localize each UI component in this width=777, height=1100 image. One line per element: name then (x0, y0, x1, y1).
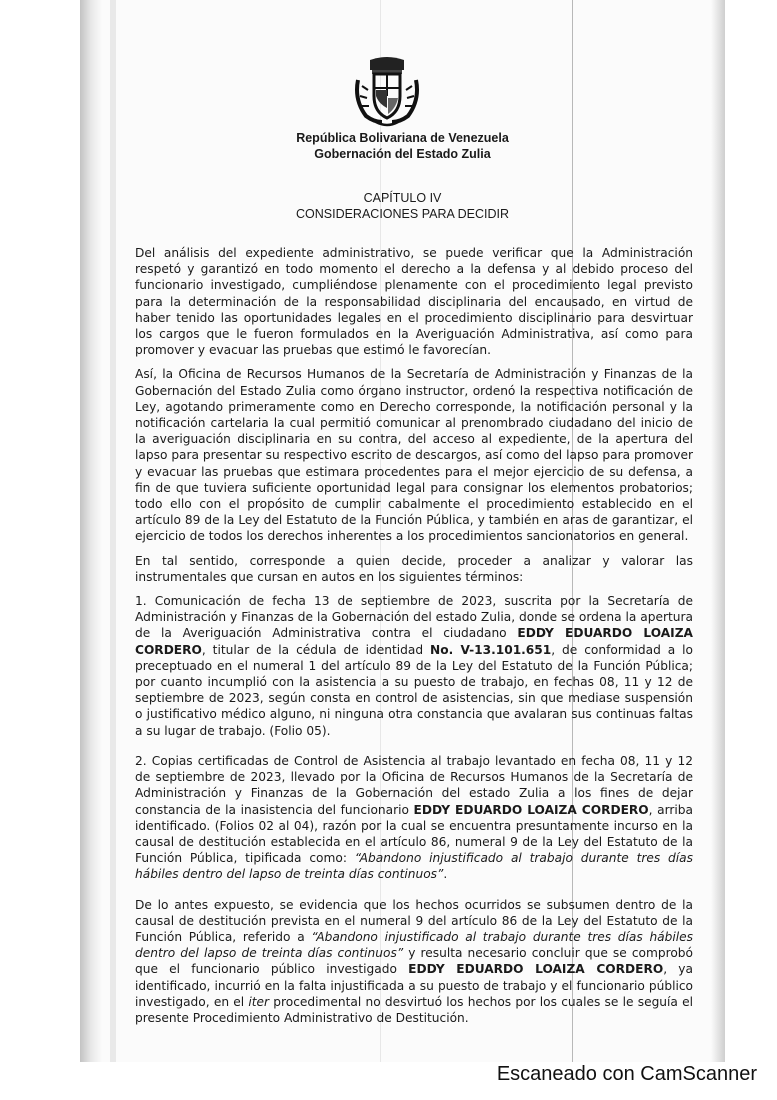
paragraph-6 (135, 897, 693, 1027)
text-run: De lo antes expuesto, se evidencia que los hechos ocurridos se subsumen dentro de la causal de destitución prevista en el numeral 9 del artículo 86 de la Ley del Estatuto de la Función Pública, referido a (135, 897, 693, 944)
coat-of-arms-emblem (352, 56, 422, 128)
text-run: , de conformidad a lo preceptuado en el numeral 1 del artículo 89 de la Ley del Estatuto de la Función Pública; por cuanto incumplió con la asistencia a su puesto de trabajo, en fechas 08, 11 y 12 de septiembre de 2023, según consta en control de asistencias, sin que mediase suspensión o justificativo médico alguno, ni ninguna otra constancia que avalaran sus continuas faltas a su lugar de trabajo. (Folio 05). (135, 642, 693, 738)
chapter-title: CAPÍTULO IV (363, 191, 442, 205)
paragraph-2 (135, 366, 693, 544)
camscanner-watermark: Escaneado con CamScanner (496, 1063, 757, 1085)
text-run: , arriba identificado. (Folios 02 al 04), razón por la cual se encuentra presuntamente incurso en la causal de destitución establecida en el artículo 86, numeral 9 de la Ley del Estatuto de la Función Pública, tipificada como: (135, 802, 693, 866)
document-body (135, 245, 693, 1034)
bold-text: EDDY EDUARDO LOAIZA CORDERO (135, 626, 693, 657)
italic-text: iter (248, 994, 270, 1009)
paragraph-3 (135, 553, 693, 585)
italic-text: “Abandono injustificado al trabajo durante tres días hábiles dentro del lapso de treinta días continuos” (135, 851, 693, 882)
text-run: . (443, 867, 448, 882)
bold-text: No. V-13.101.651 (430, 642, 552, 657)
document-page (80, 0, 725, 1062)
text-run: Del análisis del expediente administrativo, se puede verificar que la Administración respetó y garantizó en todo momento el derecho a la defensa y al debido proceso del funcionario investigado, cumpliéndose plenamente con el procedimiento legal previsto para la determinación de la responsabilidad disciplinaria del encausado, en virtud de haber tenido las oportunidades legales en el procedimiento disciplinario para desvirtuar los cargos que le fueron formulados en la Averiguación Administrativa, así como para promover y evacuar las pruebas que estimó le favorecían. (135, 246, 693, 358)
text-run: , titular de la cédula de identidad (201, 642, 431, 657)
text-run: En tal sentido, corresponde a quien decide, proceder a analizar y valorar las instrumentales que cursan en autos en los siguientes términos: (135, 553, 693, 584)
paragraph-5 (135, 753, 693, 883)
italic-text: “Abandono injustificado al trabajo durante tres días hábiles dentro del lapso de treinta días continuos” (135, 929, 693, 961)
text-run: 2. Copias certificadas de Control de Asistencia al trabajo levantado en fecha 08, 11 y 12 de septiembre de 2023, llevado por la Oficina de Recursos Humanos de la Secretaría de Administración y Finanzas de la Gobernación del estado Zulia a los fines de dejar constancia de la inasistencia del funcionario (135, 753, 693, 817)
text-run: 1. Comunicación de fecha 13 de septiembre de 2023, suscrita por la Secretaría de Administración y Finanzas de la Gobernación del estado Zulia, donde se ordena la apertura de la Averiguación Administrativa contra el ciudadano (135, 594, 693, 641)
paragraph-1 (135, 245, 693, 358)
text-run: procedimental no desvirtuó los hechos por los cuales se le seguía el presente Procedimiento Administrativo de Destitución. (135, 994, 693, 1025)
header-line-republic: República Bolivariana de Venezuela (296, 131, 509, 145)
chapter-subtitle: CONSIDERACIONES PARA DECIDIR (295, 207, 509, 221)
header-line-governorate: Gobernación del Estado Zulia (314, 147, 491, 161)
chapter-heading (80, 190, 725, 222)
paragraph-4 (135, 593, 693, 739)
government-header (80, 130, 725, 162)
text-run: , ya identificado, incurrió en la falta injustificada a su puesto de trabajo y el funcionario público investigado, en el (135, 962, 693, 1009)
bold-text: EDDY EDUARDO LOAIZA CORDERO (413, 802, 649, 817)
text-run: Así, la Oficina de Recursos Humanos de la Secretaría de Administración y Finanzas de la Gobernación del Estado Zulia como órgano instructor, ordenó la respectiva notificación de Ley, agotando primeramente como en Derecho corresponde, la notificación personal y la notificación cartelaria la cual permitió comunicar al prenombrado ciudadano del inicio de la averiguación disciplinaria en su contra, del acceso al expediente, de la apertura del lapso para presentar su respectivo escrito de descargos, así como del lapso para promover y evacuar las pruebas que estimara procedentes para el mejor ejercicio de su defensa, a fin de que tuviera suficiente oportunidad legal para consignar los elementos probatorios; todo ello con el propósito de cumplir cabalmente el procedimiento establecido en el artículo 89 de la Ley del Estatuto de la Función Pública, y también en aras de garantizar, el ejercicio de todos los derechos inherentes a los procedimientos sancionatorios en general. (135, 367, 693, 544)
text-run: y resulta necesario concluir que se comprobó que el funcionario público investigado (135, 946, 693, 977)
bold-text: EDDY EDUARDO LOAIZA CORDERO (408, 962, 664, 977)
